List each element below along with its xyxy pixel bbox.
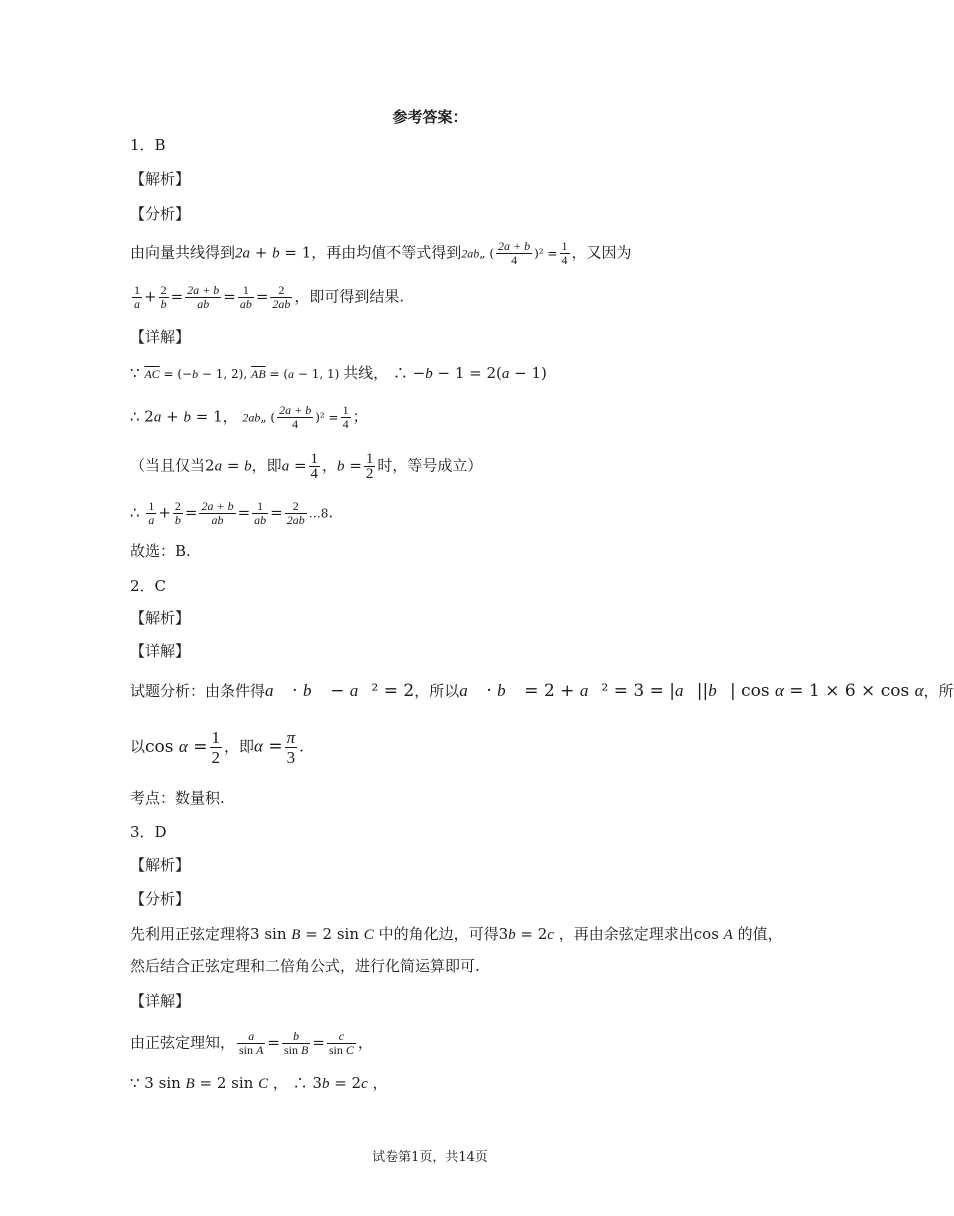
q1-detail-line-4: ∴ $\frac{1}{a}$ + $\frac{2}{b}$ = $\frac{2a + b}{ab}$ = $\frac{1}{ab}$ = $\frac{2}{2ab}$ …8. xyxy=(130,499,334,527)
q1-answer: 1．B xyxy=(130,136,166,154)
q2-kaodian: 考点：数量积. xyxy=(130,789,225,807)
q3-xiangjie-heading: 【详解】 xyxy=(130,992,191,1010)
q3-detail-line-2: ∵ 3 sin B = 2 sin C ， ∴ 3b = 2c ， xyxy=(130,1074,388,1092)
q3-analysis-line-2: 然后结合正弦定理和二倍角公式，进行化简运算即可. xyxy=(130,957,480,975)
q1-fenxi-heading: 【分析】 xyxy=(130,205,191,223)
q1-xiangjie-heading: 【详解】 xyxy=(130,328,191,346)
q2-jiexi-heading: 【解析】 xyxy=(130,609,191,627)
q2-line-2: 以cos α = $\frac{1}{2}$ ，即α = $\frac{\pi}{3}$ . xyxy=(130,728,304,767)
q1-detail-line-2: ∴ 2a + b = 1， 2ab„ ( $\frac{2a + b}{4}$ )² = $\frac{1}{4}$ ； xyxy=(130,403,368,431)
q1-analysis-line-1: 由向量共线得到2a + b = 1，再由均值不等式得到2ab„ ( $\frac{2a + b}{4}$ )² = $\frac{1}{4}$ ，又因为 xyxy=(130,239,632,267)
q2-line-1: 试题分析：由条件得a⃗ · b⃗ − a⃗² = 2，所以a⃗ · b⃗ = 2 + a⃗² = 3 = |a⃗||b⃗| cos α = 1 × 6 × cos α，所 xyxy=(130,681,954,701)
q1-detail-line-3: （当且仅当2a = b，即a = $\frac{1}{4}$ ，b = $\frac{1}{2}$ 时，等号成立） xyxy=(130,451,483,482)
page-footer: 试卷第1页，共14页 xyxy=(372,1150,488,1165)
q3-jiexi-heading: 【解析】 xyxy=(130,856,191,874)
q1-choice: 故选：B. xyxy=(130,542,191,560)
q1-detail-line-1: ∵ $\overline{AC} = (-b - 1$, 2), $\overline{AB} = (a - 1$, 1) 共线， ∴ −b − 1 = 2(a − 1) xyxy=(130,364,547,382)
q3-fenxi-heading: 【分析】 xyxy=(130,890,191,908)
q3-detail-line-1: 由正弦定理知， $\frac{a}{\text{sin A}}$ = $\frac{b}{\text{sin B}}$ = $\frac{c}{\text{sin C}}$ ， xyxy=(130,1029,373,1057)
q2-answer: 2．C xyxy=(130,577,167,595)
q2-xiangjie-heading: 【详解】 xyxy=(130,642,191,660)
q1-jiexi-heading: 【解析】 xyxy=(130,170,191,188)
q3-analysis-line-1: 先利用正弦定理将3 sin B = 2 sin C 中的角化边，可得3b = 2c ，再由余弦定理求出cos A 的值， xyxy=(130,925,783,943)
page-title: 参考答案： xyxy=(392,108,468,126)
q3-answer: 3．D xyxy=(130,823,167,841)
q1-analysis-line-2: $\frac{1}{a}$ + $\frac{2}{b}$ = $\frac{2a + b}{ab}$ = $\frac{1}{ab}$ = $\frac{2}{2ab}$ ，即可得到结果. xyxy=(134,283,405,311)
